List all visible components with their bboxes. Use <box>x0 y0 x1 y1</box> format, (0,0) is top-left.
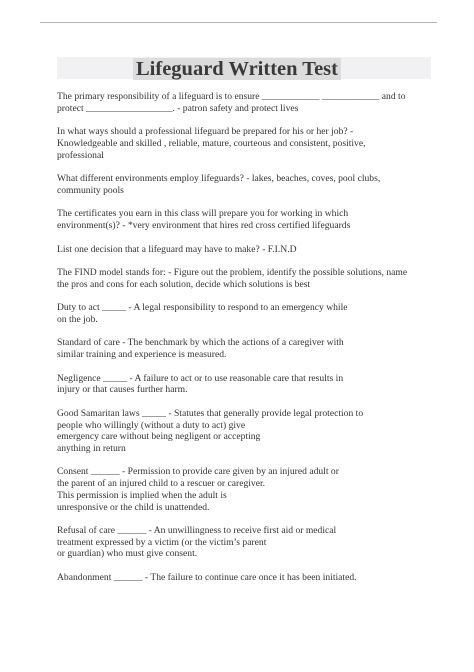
qa-line: What different environments employ lifeguards? - lakes, beaches, coves, pool clubs, <box>57 173 381 185</box>
qa-line: people who willingly (without a duty to act) give <box>57 419 246 431</box>
qa-line: Abandonment ______ - The failure to continue care once it has been initiated. <box>57 571 357 583</box>
qa-line: community pools <box>57 184 124 196</box>
header-rule <box>40 22 437 23</box>
qa-line: The certificates you earn in this class will prepare you for working in which <box>57 208 349 220</box>
qa-line: similar training and experience is measured. <box>57 349 227 361</box>
qa-item <box>57 208 429 231</box>
qa-line: This permission is implied when the adult is <box>57 489 227 501</box>
qa-item <box>57 267 429 290</box>
qa-item <box>57 244 429 256</box>
qa-line: The FIND model stands for: - Figure out the problem, identify the possible solutions, name <box>57 267 408 279</box>
qa-line: protect __________________. - patron safety and protect lives <box>57 102 299 114</box>
qa-line: treatment expressed by a victim (or the victim’s parent <box>57 536 267 548</box>
qa-item <box>57 572 429 584</box>
qa-line: In what ways should a professional lifeguard be prepared for his or her job? - <box>57 126 354 138</box>
qa-line: The primary responsibility of a lifeguard is to ensure ____________ ____________ and to <box>57 91 406 102</box>
qa-line: environment(s)? - *very environment that hires red cross certified lifeguards <box>57 220 351 232</box>
document-title-wrap <box>0 56 474 82</box>
qa-line: Standard of care - The benchmark by which the actions of a caregiver with <box>57 337 344 349</box>
qa-line: on the job. <box>57 313 98 325</box>
qa-line: emergency care without being negligent or accepting <box>57 431 261 443</box>
qa-line: Consent ______ - Permission to provide care given by an injured adult or <box>57 466 339 478</box>
qa-item <box>57 91 429 114</box>
qa-item <box>57 466 429 513</box>
qa-item <box>57 337 429 360</box>
qa-line: the parent of an injured child to a rescuer or caregiver. <box>57 478 266 490</box>
qa-item <box>57 408 429 455</box>
qa-line: professional <box>57 149 104 161</box>
qa-line: anything in return <box>57 442 126 454</box>
qa-line: Good Samaritan laws _____ - Statutes that generally provide legal protection to <box>57 407 364 419</box>
document-body <box>57 91 429 595</box>
qa-line: Duty to act _____ - A legal responsibility to respond to an emergency while <box>57 302 348 314</box>
qa-item <box>57 373 429 396</box>
qa-line: or guardian) who must give consent. <box>57 548 198 560</box>
qa-line: List one decision that a lifeguard may have to make? - F.I.N.D <box>57 243 297 255</box>
document-title: Lifeguard Written Test <box>133 58 341 80</box>
qa-item <box>57 525 429 560</box>
qa-item <box>57 126 429 161</box>
qa-item <box>57 173 429 196</box>
qa-line: unresponsive or the child is unattended. <box>57 501 210 513</box>
qa-line: the pros and cons for each solution, decide which solutions is best <box>57 278 311 290</box>
qa-line: Negligence _____ - A failure to act or to use reasonable care that results in <box>57 372 344 384</box>
qa-line: Knowledgeable and skilled , reliable, mature, courteous and consistent, positive, <box>57 137 366 149</box>
qa-item <box>57 302 429 325</box>
qa-line: injury or that causes further harm. <box>57 384 188 396</box>
qa-line: Refusal of care ______ - An unwillingness to receive first aid or medical <box>57 525 337 537</box>
